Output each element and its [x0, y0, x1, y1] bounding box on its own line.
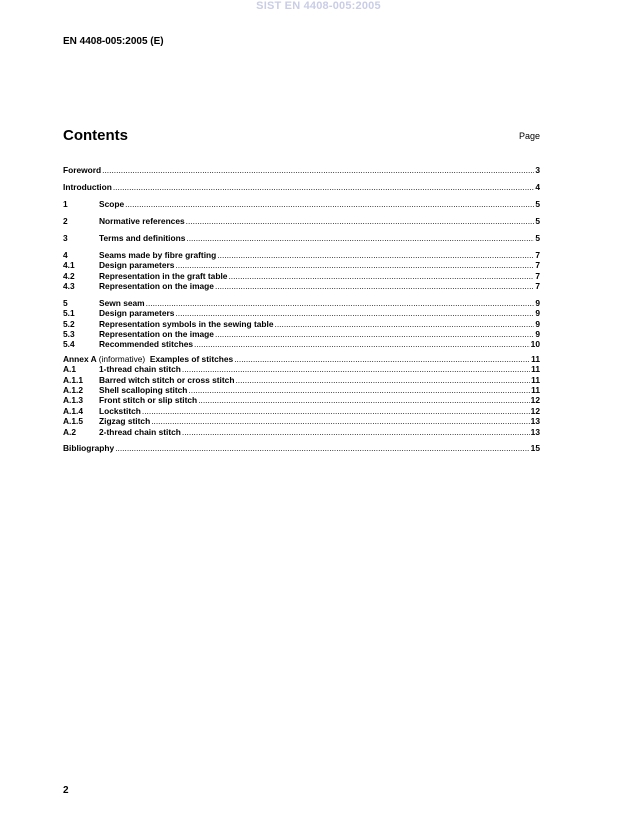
toc-entry-number: A.1: [63, 364, 77, 375]
toc-entry-a-1-4[interactable]: [63, 405, 540, 415]
leader-dots: [125, 199, 534, 209]
leader-dots: [142, 406, 530, 416]
toc-entry-introduction[interactable]: [63, 182, 540, 192]
toc-entry-page: 7: [535, 270, 540, 281]
toc-entry-title: Representation symbols in the sewing table: [99, 318, 274, 329]
toc-entry-5-3[interactable]: [63, 329, 540, 339]
toc-entry-title: Design parameters: [99, 260, 175, 271]
toc-entry-number: A.2: [63, 426, 77, 437]
page-column-label: Page: [518, 131, 540, 141]
toc-entry-number: 4.3: [63, 281, 75, 292]
leader-dots: [113, 182, 534, 192]
toc-entry-title: Bibliography: [63, 443, 115, 454]
toc-entry-5-1[interactable]: [63, 308, 540, 318]
leader-dots: [115, 443, 529, 453]
toc-entry-number: 5.2: [63, 318, 75, 329]
toc-entry-number: A.1.5: [63, 416, 84, 427]
toc-entry-4-3[interactable]: [63, 281, 540, 291]
toc-entry-5-4[interactable]: [63, 339, 540, 349]
toc-entry-a-1[interactable]: [63, 364, 540, 374]
toc-entry-page: 13: [530, 416, 540, 427]
toc-entry-title: Lockstitch: [99, 405, 141, 416]
toc-entry-page: 11: [531, 364, 540, 375]
toc-entry-page: 5: [535, 232, 540, 243]
toc-entry-title: Zigzag stitch: [99, 416, 151, 427]
toc-entry-title: Recommended stitches: [99, 339, 194, 350]
annex-label: Annex A: [63, 353, 97, 364]
toc-entry-page: 13: [530, 426, 540, 437]
toc-entry-title: Normative references: [99, 216, 185, 227]
table-of-contents: [63, 165, 540, 453]
toc-entry-number: 5.4: [63, 339, 75, 350]
contents-heading: Contents: [63, 127, 128, 144]
toc-entry-title: Representation on the image: [99, 281, 214, 292]
toc-entry-title: Scope: [99, 199, 125, 210]
toc-entry-page: 9: [535, 297, 540, 308]
toc-entry-number: 3: [63, 232, 68, 243]
toc-entry-sewn-seam[interactable]: [63, 298, 540, 308]
toc-entry-page: 12: [530, 405, 540, 416]
toc-entry-title: Front stitch or slip stitch: [99, 395, 198, 406]
toc-entry-page: 15: [530, 443, 540, 454]
watermark-text: SIST EN 4408-005:2005: [256, 0, 381, 12]
toc-entry-a-1-1[interactable]: [63, 374, 540, 384]
toc-entry-number: 1: [63, 199, 68, 210]
toc-entry-title: 1-thread chain stitch: [99, 364, 181, 375]
toc-entry-title: Design parameters: [99, 308, 175, 319]
toc-entry-page: 7: [535, 249, 540, 260]
toc-entry-title: Barred witch stitch or cross stitch: [99, 374, 235, 385]
toc-entry-normative-references[interactable]: [63, 216, 540, 226]
toc-entry-page: 5: [535, 199, 540, 210]
toc-entry-number: 4.2: [63, 270, 75, 281]
toc-entry-number: 5.3: [63, 329, 75, 340]
toc-entry-title: Terms and definitions: [99, 232, 186, 243]
toc-entry-5-2[interactable]: [63, 318, 540, 328]
toc-entry-number: 4: [63, 249, 68, 260]
toc-entry-number: A.1.1: [63, 374, 84, 385]
toc-entry-a-1-5[interactable]: [63, 416, 540, 426]
toc-entry-page: 9: [535, 308, 540, 319]
toc-entry-page: 11: [531, 374, 540, 385]
toc-entry-scope[interactable]: [63, 199, 540, 209]
toc-entry-page: 12: [530, 395, 540, 406]
leader-dots: [215, 329, 534, 339]
toc-entry-title: Introduction: [63, 182, 112, 193]
toc-entry-page: 4: [535, 182, 540, 193]
toc-entry-number: A.1.3: [63, 395, 84, 406]
leader-dots: [217, 250, 534, 260]
leader-dots: [275, 319, 535, 329]
toc-entry-title: [63, 354, 233, 364]
toc-entry-title: Seams made by fibre grafting: [99, 249, 217, 260]
leader-dots: [186, 233, 534, 243]
toc-entry-number: 5.1: [63, 308, 75, 319]
leader-dots: [182, 364, 530, 374]
toc-entry-page: 9: [535, 318, 540, 329]
leader-dots: [186, 216, 535, 226]
document-id-header: EN 4408-005:2005 (E): [63, 36, 164, 47]
toc-entry-page: 3: [535, 165, 540, 176]
leader-dots: [175, 260, 534, 270]
annex-informative-label: (informative): [98, 353, 146, 364]
leader-dots: [228, 271, 534, 281]
toc-entry-title: Sewn seam: [99, 297, 145, 308]
toc-entry-title: 2-thread chain stitch: [99, 426, 181, 437]
toc-entry-a-1-3[interactable]: [63, 395, 540, 405]
toc-entry-a-1-2[interactable]: [63, 385, 540, 395]
toc-entry-a-2[interactable]: [63, 426, 540, 436]
leader-dots: [102, 165, 534, 175]
leader-dots: [194, 339, 530, 349]
leader-dots: [188, 385, 530, 395]
toc-entry-page: 5: [535, 216, 540, 227]
toc-entry-page: 11: [531, 385, 540, 396]
leader-dots: [235, 375, 530, 385]
page-number: 2: [63, 785, 69, 796]
leader-dots: [234, 354, 530, 364]
toc-entry-title: Representation on the image: [99, 329, 214, 340]
toc-entry-annex-a[interactable]: [63, 353, 540, 363]
toc-entry-number: 2: [63, 216, 68, 227]
toc-entry-terms-and-definitions[interactable]: [63, 233, 540, 243]
toc-entry-page: 7: [535, 281, 540, 292]
toc-entry-number: 5: [63, 297, 68, 308]
toc-entry-bibliography[interactable]: [63, 443, 540, 453]
toc-entry-page: 7: [535, 260, 540, 271]
toc-entry-fibre-grafting[interactable]: [63, 249, 540, 259]
leader-dots: [215, 281, 534, 291]
toc-entry-page: 9: [535, 329, 540, 340]
annex-title: Examples of stitches: [149, 353, 234, 364]
toc-entry-title: Foreword: [63, 165, 102, 176]
toc-entry-title: Representation in the graft table: [99, 270, 228, 281]
toc-entry-number: 4.1: [63, 260, 75, 271]
toc-entry-page: 11: [531, 353, 540, 364]
leader-dots: [151, 416, 529, 426]
leader-dots: [146, 298, 535, 308]
toc-entry-4-2[interactable]: [63, 270, 540, 280]
leader-dots: [198, 395, 529, 405]
leader-dots: [175, 308, 534, 318]
toc-entry-page: 10: [530, 339, 540, 350]
toc-entry-foreword[interactable]: [63, 165, 540, 175]
toc-entry-4-1[interactable]: [63, 260, 540, 270]
toc-entry-number: A.1.2: [63, 385, 84, 396]
toc-entry-title: Shell scalloping stitch: [99, 385, 188, 396]
leader-dots: [182, 427, 530, 437]
toc-entry-number: A.1.4: [63, 405, 84, 416]
